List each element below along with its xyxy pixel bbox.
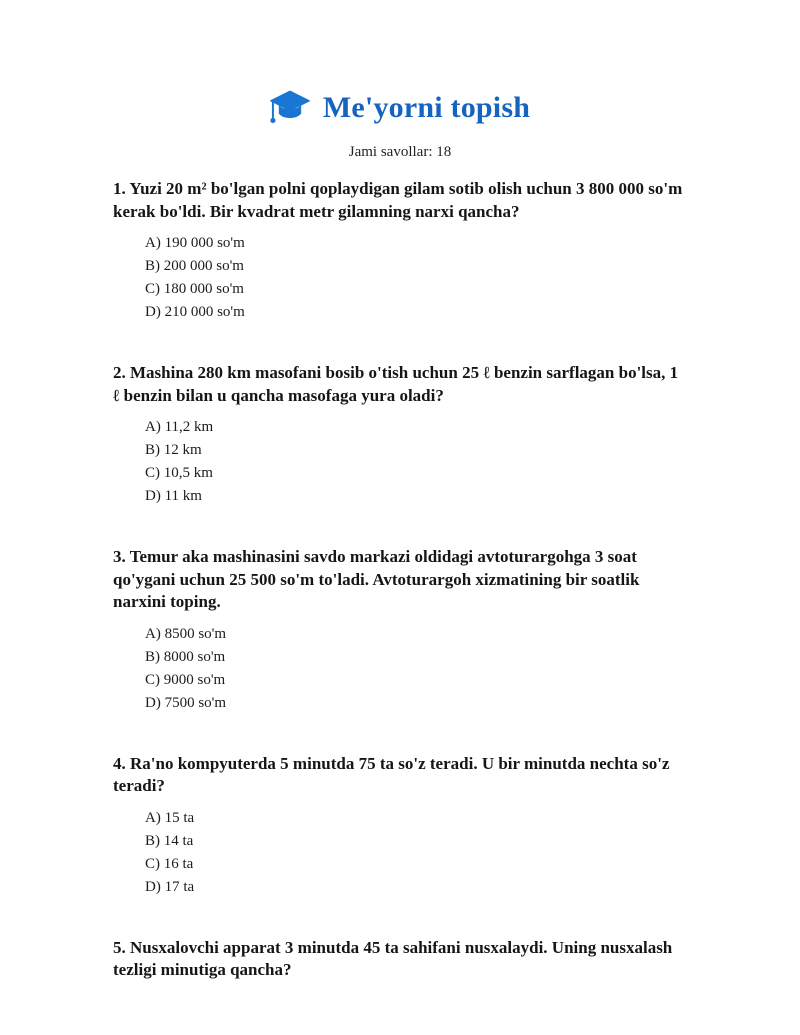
question-block-5 <box>113 937 687 982</box>
option-b: B) 12 km <box>145 442 202 458</box>
questions-count-label: Jami savollar: 18 <box>348 144 452 160</box>
option-d: D) 7500 so'm <box>145 694 227 711</box>
question-text: 5. Nusxalovchi apparat 3 minutda 45 ta sahifani nusxalaydi. Uning nusxalash tezligi minutiga qancha? <box>113 937 673 979</box>
option-d: D) 11 km <box>145 488 202 504</box>
option-a: A) 8500 so'm <box>145 625 227 642</box>
option-c: C) 180 000 so'm <box>145 281 244 297</box>
page-header <box>113 90 687 126</box>
option-a: A) 15 ta <box>145 809 195 826</box>
option-a: A) 11,2 km <box>145 419 214 435</box>
options-list <box>113 807 687 899</box>
options-list <box>113 232 687 324</box>
question-block-2 <box>113 362 687 508</box>
option-a: A) 190 000 so'm <box>145 235 245 251</box>
option-c: C) 16 ta <box>145 855 194 872</box>
question-text: 2. Mashina 280 km masofani bosib o'tish uchun 25 ℓ benzin sarflagan bo'lsa, 1 ℓ benzin bilan u qancha masofaga yura oladi? <box>113 363 679 405</box>
graduation-cap-icon <box>270 90 310 126</box>
option-c: C) 10,5 km <box>145 465 213 481</box>
option-d: D) 17 ta <box>145 878 195 895</box>
option-b: B) 14 ta <box>145 832 194 849</box>
question-text: 4. Ra'no kompyuterda 5 minutda 75 ta so'z teradi. U bir minutda nechta so'z teradi? <box>113 753 670 795</box>
option-c: C) 9000 so'm <box>145 671 226 688</box>
question-block-1 <box>113 178 687 324</box>
option-d: D) 210 000 so'm <box>145 304 245 320</box>
options-list <box>113 416 687 508</box>
options-list <box>113 623 687 715</box>
question-block-4 <box>113 753 687 899</box>
option-b: B) 200 000 so'm <box>145 258 244 274</box>
option-b: B) 8000 so'm <box>145 648 226 665</box>
question-block-3 <box>113 546 687 715</box>
page-title: Me'yorni topish <box>322 91 531 124</box>
questions-list <box>113 178 687 982</box>
question-text: 1. Yuzi 20 m² bo'lgan polni qoplaydigan gilam sotib olish uchun 3 800 000 so'm kerak bo'ldi. Bir kvadrat metr gilamning narxi qancha? <box>113 179 683 221</box>
question-text: 3. Temur aka mashinasini savdo markazi oldidagi avtoturargohga 3 soat qo'ygani uchun 25 500 so'm to'ladi. Avtoturargoh xizmatining bir soatlik narxini toping. <box>113 547 640 611</box>
